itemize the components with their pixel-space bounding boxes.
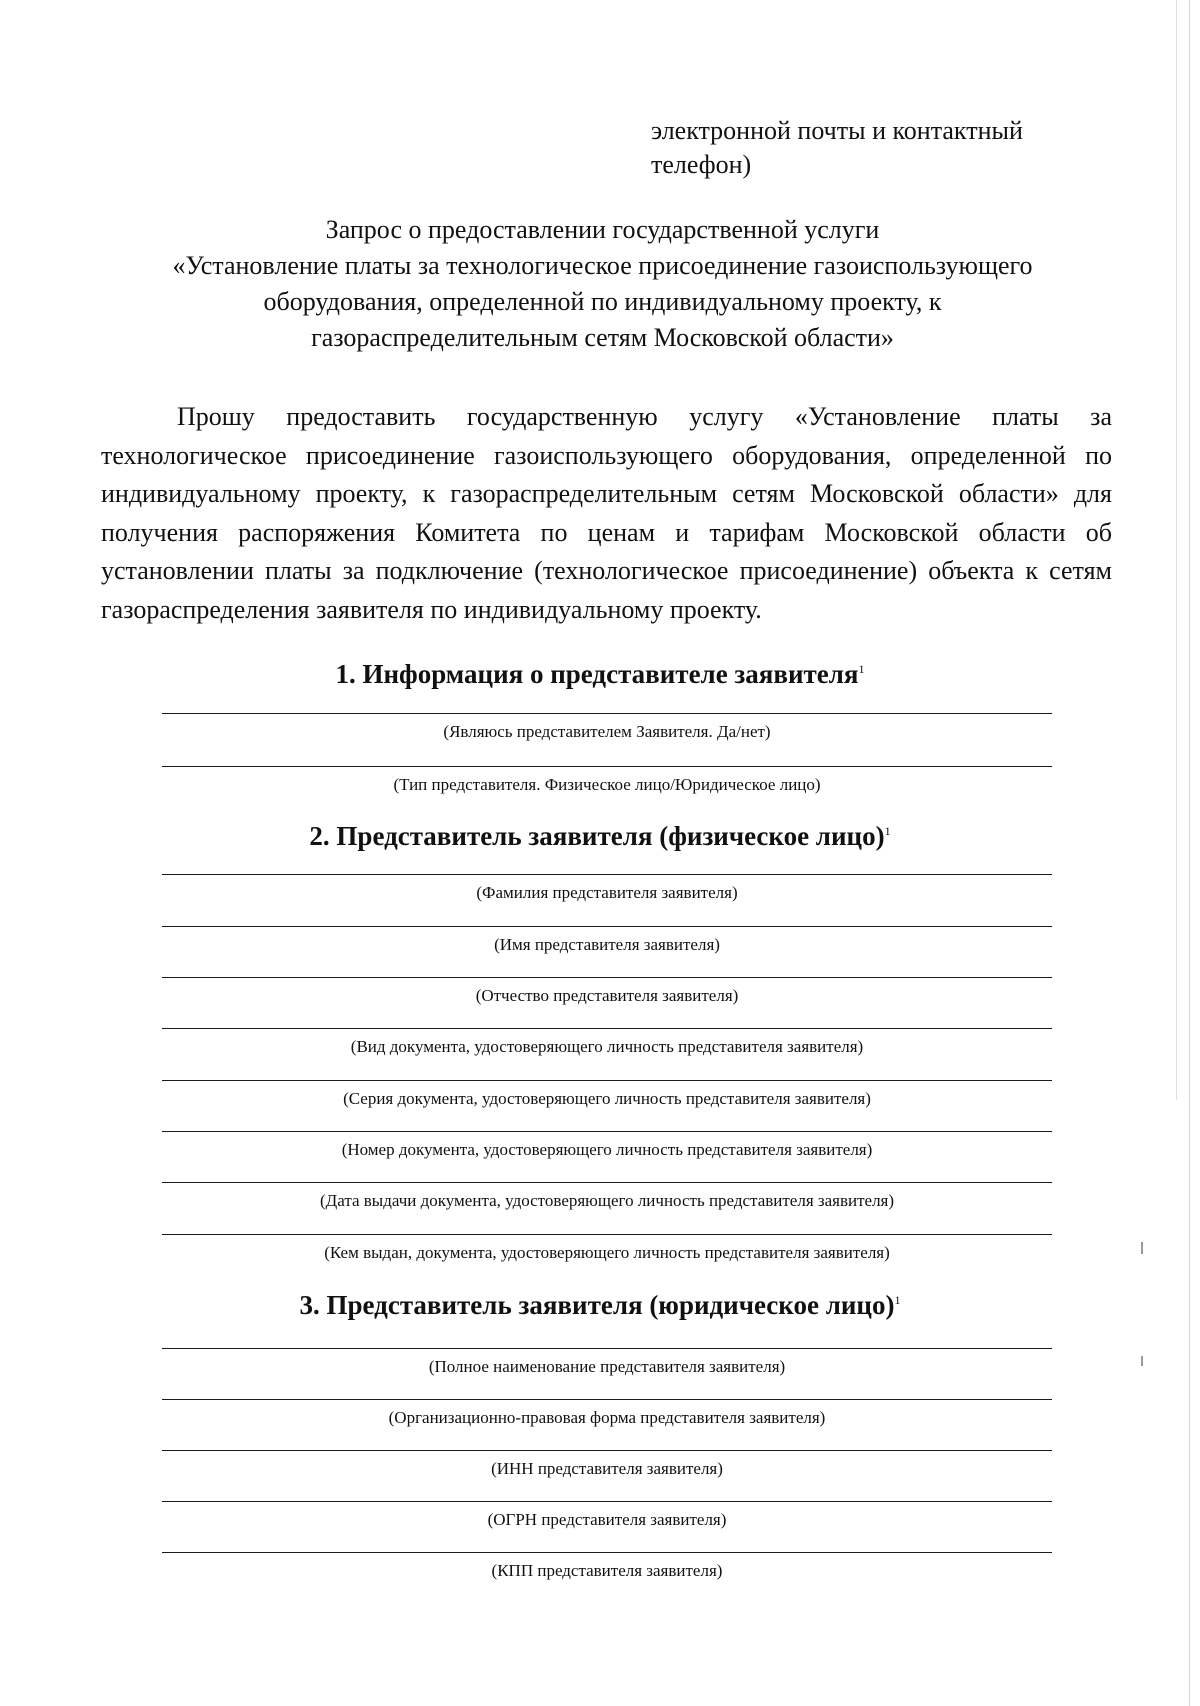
field-underline[interactable] <box>162 977 1052 978</box>
field-caption: (Серия документа, удостоверяющего личность представителя заявителя) <box>343 1089 871 1108</box>
document-title <box>110 212 1095 356</box>
field-underline[interactable] <box>162 1131 1052 1132</box>
scan-edge-line <box>1189 0 1190 1706</box>
footnote-marker: 1 <box>894 1293 901 1307</box>
section-title-text: 1. Информация о представителе заявителя <box>335 659 859 689</box>
field-caption: (Отчество представителя заявителя) <box>475 986 739 1005</box>
field-underline[interactable] <box>162 1234 1052 1235</box>
field-underline[interactable] <box>162 766 1052 767</box>
field-caption: (Имя представителя заявителя) <box>494 935 720 954</box>
section-title <box>100 657 1100 691</box>
section-title <box>100 819 1100 853</box>
field-underline[interactable] <box>162 1080 1052 1081</box>
scan-artifact <box>1141 1356 1143 1366</box>
section-title-text: 2. Представитель заявителя (физическое лицо) <box>309 821 885 851</box>
field-caption: (Дата выдачи документа, удостоверяющего личность представителя заявителя) <box>319 1191 895 1210</box>
field-underline[interactable] <box>162 1399 1052 1400</box>
field-underline[interactable] <box>162 926 1052 927</box>
footnote-marker: 1 <box>858 662 865 676</box>
field-caption: (ИНН представителя заявителя) <box>491 1459 723 1478</box>
section-title-text: 3. Представитель заявителя (юридическое лицо) <box>299 1290 895 1320</box>
field-caption: (Вид документа, удостоверяющего личность представителя заявителя) <box>350 1037 864 1056</box>
title-line: «Установление платы за технологическое присоединение газоиспользующего <box>172 251 1033 280</box>
field-caption: (Фамилия представителя заявителя) <box>476 883 738 902</box>
field-underline[interactable] <box>162 1450 1052 1451</box>
scan-artifact <box>1141 1242 1143 1254</box>
field-caption: (КПП представителя заявителя) <box>491 1561 723 1580</box>
field-caption: (Тип представителя. Физическое лицо/Юридическое лицо) <box>393 775 821 794</box>
footnote-marker: 1 <box>884 824 891 838</box>
field-underline[interactable] <box>162 713 1052 714</box>
title-line: Запрос о предоставлении государственной услуги <box>325 215 880 244</box>
field-caption: (ОГРН представителя заявителя) <box>487 1510 727 1529</box>
header-note-line: электронной почты и контактный <box>651 116 1023 145</box>
field-underline[interactable] <box>162 1182 1052 1183</box>
scan-edge-line <box>1176 0 1177 1100</box>
title-line: газораспределительным сетям Московской области» <box>311 323 894 352</box>
field-underline[interactable] <box>162 874 1052 875</box>
field-caption: (Кем выдан, документа, удостоверяющего личность представителя заявителя) <box>324 1243 890 1262</box>
header-note-line: телефон) <box>651 150 752 179</box>
field-caption: (Номер документа, удостоверяющего личность представителя заявителя) <box>341 1140 873 1159</box>
field-underline[interactable] <box>162 1028 1052 1029</box>
title-line: оборудования, определенной по индивидуальному проекту, к <box>263 287 942 316</box>
field-underline[interactable] <box>162 1348 1052 1349</box>
field-underline[interactable] <box>162 1501 1052 1502</box>
field-caption: (Организационно-правовая форма представителя заявителя) <box>388 1408 826 1427</box>
field-caption: (Полное наименование представителя заявителя) <box>428 1357 786 1376</box>
section-title <box>100 1288 1100 1322</box>
request-paragraph: Прошу предоставить государственную услугу «Установление платы за технологическое присоединение газоиспользующего оборудования, определенной по индивидуальному проекту, к газораспределительным сетям Московской области» для получения распоряжения Комитета по ценам и тарифам Московской области об установлении платы за подключение (технологическое присоединение) объекта к сетям газораспределения заявителя по индивидуальному проекту. <box>101 402 1112 624</box>
field-caption: (Являюсь представителем Заявителя. Да/нет) <box>443 722 771 741</box>
header-note <box>651 114 1121 182</box>
field-underline[interactable] <box>162 1552 1052 1553</box>
